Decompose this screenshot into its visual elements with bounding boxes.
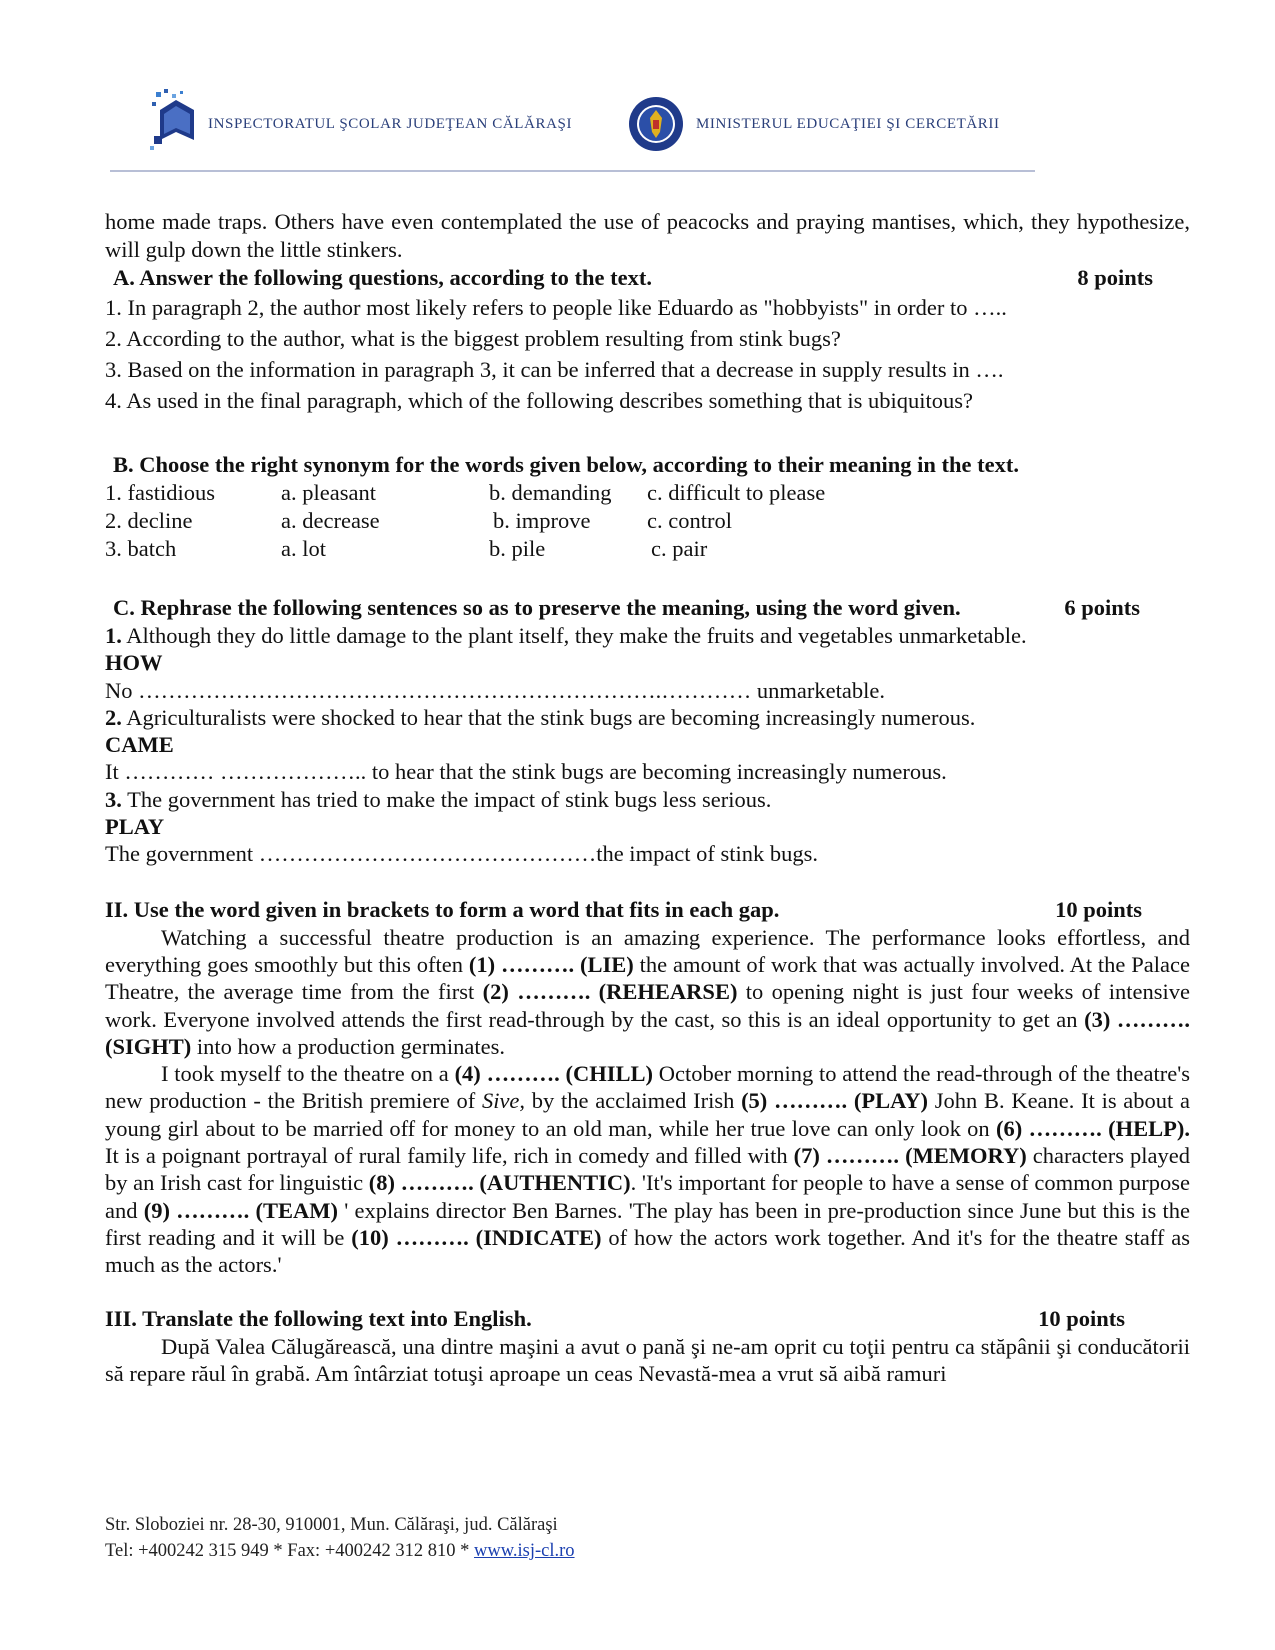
item-number: 2. bbox=[105, 704, 122, 730]
option-a: a. decrease bbox=[281, 508, 380, 533]
word-formation-paragraph-1 bbox=[105, 924, 1190, 1060]
item-number: 3. bbox=[105, 786, 122, 812]
synonym-word: 1. fastidious bbox=[105, 480, 215, 505]
text-run: October morning to attend the read-through of the theatre's new production - the British premiere of bbox=[105, 1061, 1190, 1114]
text-run: ' explains director Ben Barnes. 'The play has been in pre-production since June but this is the first reading and it will be bbox=[105, 1197, 1190, 1250]
gap-cue: (1) ………. (LIE) bbox=[468, 951, 634, 977]
option-c: c. difficult to please bbox=[647, 480, 826, 505]
section-b-title: B. Choose the right synonym for the words given below, according to their meaning in the text. bbox=[113, 452, 1020, 477]
worksheet bbox=[105, 208, 1190, 1387]
text-run: I took myself to the theatre on a bbox=[161, 1061, 455, 1087]
text-run: the amount of work that was actually involved. At the Palace Theatre, the average time from the first bbox=[105, 951, 1190, 1005]
section-c-heading bbox=[105, 594, 1140, 622]
synonym-table bbox=[105, 479, 825, 563]
translation-text: După Valea Călugărească, una dintre maşini a avut o pană şi ne-am oprit cu toţii pentru ca stăpânii şi conducătorii să repare răul în grabă. Am întârziat totuşi aproape un ceas Nevastă-mea a vrut să aibă ramuri bbox=[105, 1333, 1190, 1386]
answer-line-1: No …………………………………………………………….………… unmarketable. bbox=[105, 677, 885, 703]
gap-cue: (10) ………. (INDICATE) bbox=[351, 1224, 602, 1250]
answer-line-2: It ………… ……………….. to hear that the stink bugs are becoming increasingly numerous. bbox=[105, 759, 947, 785]
option-c: c. pair bbox=[651, 536, 708, 561]
org-left-name: INSPECTORATUL ŞCOLAR JUDEŢEAN CĂLĂRAŞI bbox=[208, 116, 573, 132]
gap-cue: (2) ………. (REHEARSE) bbox=[482, 979, 738, 1005]
text-run: into how a production germinates. bbox=[191, 1033, 505, 1059]
word-formation-paragraph-2 bbox=[105, 1060, 1190, 1278]
footer-address: Str. Sloboziei nr. 28-30, 910001, Mun. Călăraşi, jud. Călăraşi bbox=[105, 1515, 558, 1535]
option-a: a. lot bbox=[281, 536, 326, 561]
gap-cue: (6) ………. (HELP). bbox=[996, 1115, 1190, 1141]
text-run: It is a poignant portrayal of rural family life, rich in comedy and filled with bbox=[105, 1143, 794, 1169]
question-4: 4. As used in the final paragraph, which of the following describes something that is ubiquitous? bbox=[105, 388, 973, 413]
gap-cue: (3) ………. (SIGHT) bbox=[105, 1006, 1190, 1059]
intro-paragraph: home made traps. Others have even contemplated the use of peacocks and praying mantises, which, they hypothesize, will gulp down the little stinkers. bbox=[105, 209, 1190, 262]
gap-cue: (4) ………. (CHILL) bbox=[454, 1061, 653, 1087]
section-a-title: A. Answer the following questions, according to the text. bbox=[113, 265, 652, 290]
text-run: Watching a successful theatre production is an amazing experience. The performance looks effortless, and everything goes smoothly but this often bbox=[105, 924, 1190, 977]
synonym-word: 2. decline bbox=[105, 508, 193, 533]
text-run: . 'It's important for people to have a sense of common purpose and bbox=[105, 1170, 1191, 1223]
option-b: b. pile bbox=[489, 536, 546, 561]
rephrase-sentence-1: 1. Although they do little damage to the plant itself, they make the fruits and vegetables unmarketable. bbox=[105, 623, 1027, 648]
text-run: characters played by an Irish cast for linguistic bbox=[105, 1143, 1191, 1196]
synonym-row bbox=[105, 535, 825, 563]
synonym-word: 3. batch bbox=[105, 536, 177, 561]
section-iii-points: 10 points bbox=[1038, 1305, 1125, 1331]
text-run: to opening night is just four weeks of intensive work. Everyone involved attends the first read-through by the cast, so this is an ideal opportunity to get an bbox=[105, 979, 1190, 1032]
website-link[interactable]: www.isj-cl.ro bbox=[474, 1541, 575, 1561]
question-3: 3. Based on the information in paragraph 3, it can be inferred that a decrease in supply results in …. bbox=[105, 357, 1004, 382]
ministry-seal-icon bbox=[628, 96, 684, 152]
section-c-points: 6 points bbox=[1064, 595, 1140, 620]
key-word-1: HOW bbox=[105, 650, 163, 676]
rephrase-sentence-3: 3. The government has tried to make the impact of stink bugs less serious. bbox=[105, 786, 772, 812]
option-b: b. demanding bbox=[489, 480, 612, 505]
key-word-2: CAME bbox=[105, 732, 174, 758]
section-iii-title: III. Translate the following text into English. bbox=[105, 1305, 532, 1331]
isj-logo-icon bbox=[150, 88, 202, 150]
gap-cue: (9) ………. (TEAM) bbox=[143, 1197, 339, 1223]
option-a: a. pleasant bbox=[281, 480, 376, 505]
question-1: 1. In paragraph 2, the author most likely refers to people like Eduardo as "hobbyists" in order to ….. bbox=[105, 295, 1007, 320]
section-a-points: 8 points bbox=[1077, 265, 1153, 290]
option-c: c. control bbox=[647, 508, 732, 533]
section-c-title: C. Rephrase the following sentences so as to preserve the meaning, using the word given. bbox=[113, 595, 961, 620]
text-run: by the acclaimed Irish bbox=[525, 1088, 742, 1114]
section-ii-points: 10 points bbox=[1055, 896, 1142, 922]
footer-contact: Tel: +400242 315 949 * Fax: +400242 312 810 * www.isj-cl.ro bbox=[105, 1541, 575, 1561]
section-a-heading bbox=[105, 264, 1153, 292]
rephrase-sentence-2: 2. Agriculturalists were shocked to hear that the stink bugs are becoming increasingly numerous. bbox=[105, 704, 976, 730]
section-a-questions bbox=[105, 292, 1190, 416]
header-divider bbox=[110, 170, 1035, 172]
footer bbox=[105, 1512, 575, 1564]
key-word-3: PLAY bbox=[105, 814, 165, 840]
gap-cue: (8) ………. (AUTHENTIC) bbox=[368, 1170, 631, 1196]
letterhead bbox=[140, 88, 1040, 168]
section-ii-title: II. Use the word given in brackets to form a word that fits in each gap. bbox=[105, 896, 780, 922]
section-c-items bbox=[105, 622, 1190, 868]
gap-cue: (5) ………. (PLAY) bbox=[741, 1088, 929, 1114]
item-number: 1. bbox=[105, 623, 122, 648]
option-b: b. improve bbox=[493, 508, 591, 533]
synonym-row bbox=[105, 479, 825, 507]
synonym-row bbox=[105, 507, 825, 535]
section-b-heading bbox=[105, 451, 1190, 479]
section-ii-heading bbox=[105, 896, 1142, 924]
text-run: of how the actors work together. And it's for the theatre staff as much as the actors.' bbox=[105, 1224, 1191, 1278]
section-iii-heading bbox=[105, 1305, 1125, 1333]
italic-title: Sive, bbox=[481, 1088, 526, 1114]
gap-cue: (7) ………. (MEMORY) bbox=[793, 1143, 1027, 1169]
text-run: John B. Keane. It is about a young girl about to be married off for money to an old man, while her true love can only look on bbox=[105, 1088, 1191, 1141]
question-2: 2. According to the author, what is the biggest problem resulting from stink bugs? bbox=[105, 326, 841, 351]
answer-line-3: The government ………………………………………the impact of stink bugs. bbox=[105, 841, 819, 867]
org-right-name: MINISTERUL EDUCAŢIEI ŞI CERCETĂRII bbox=[696, 116, 1000, 132]
